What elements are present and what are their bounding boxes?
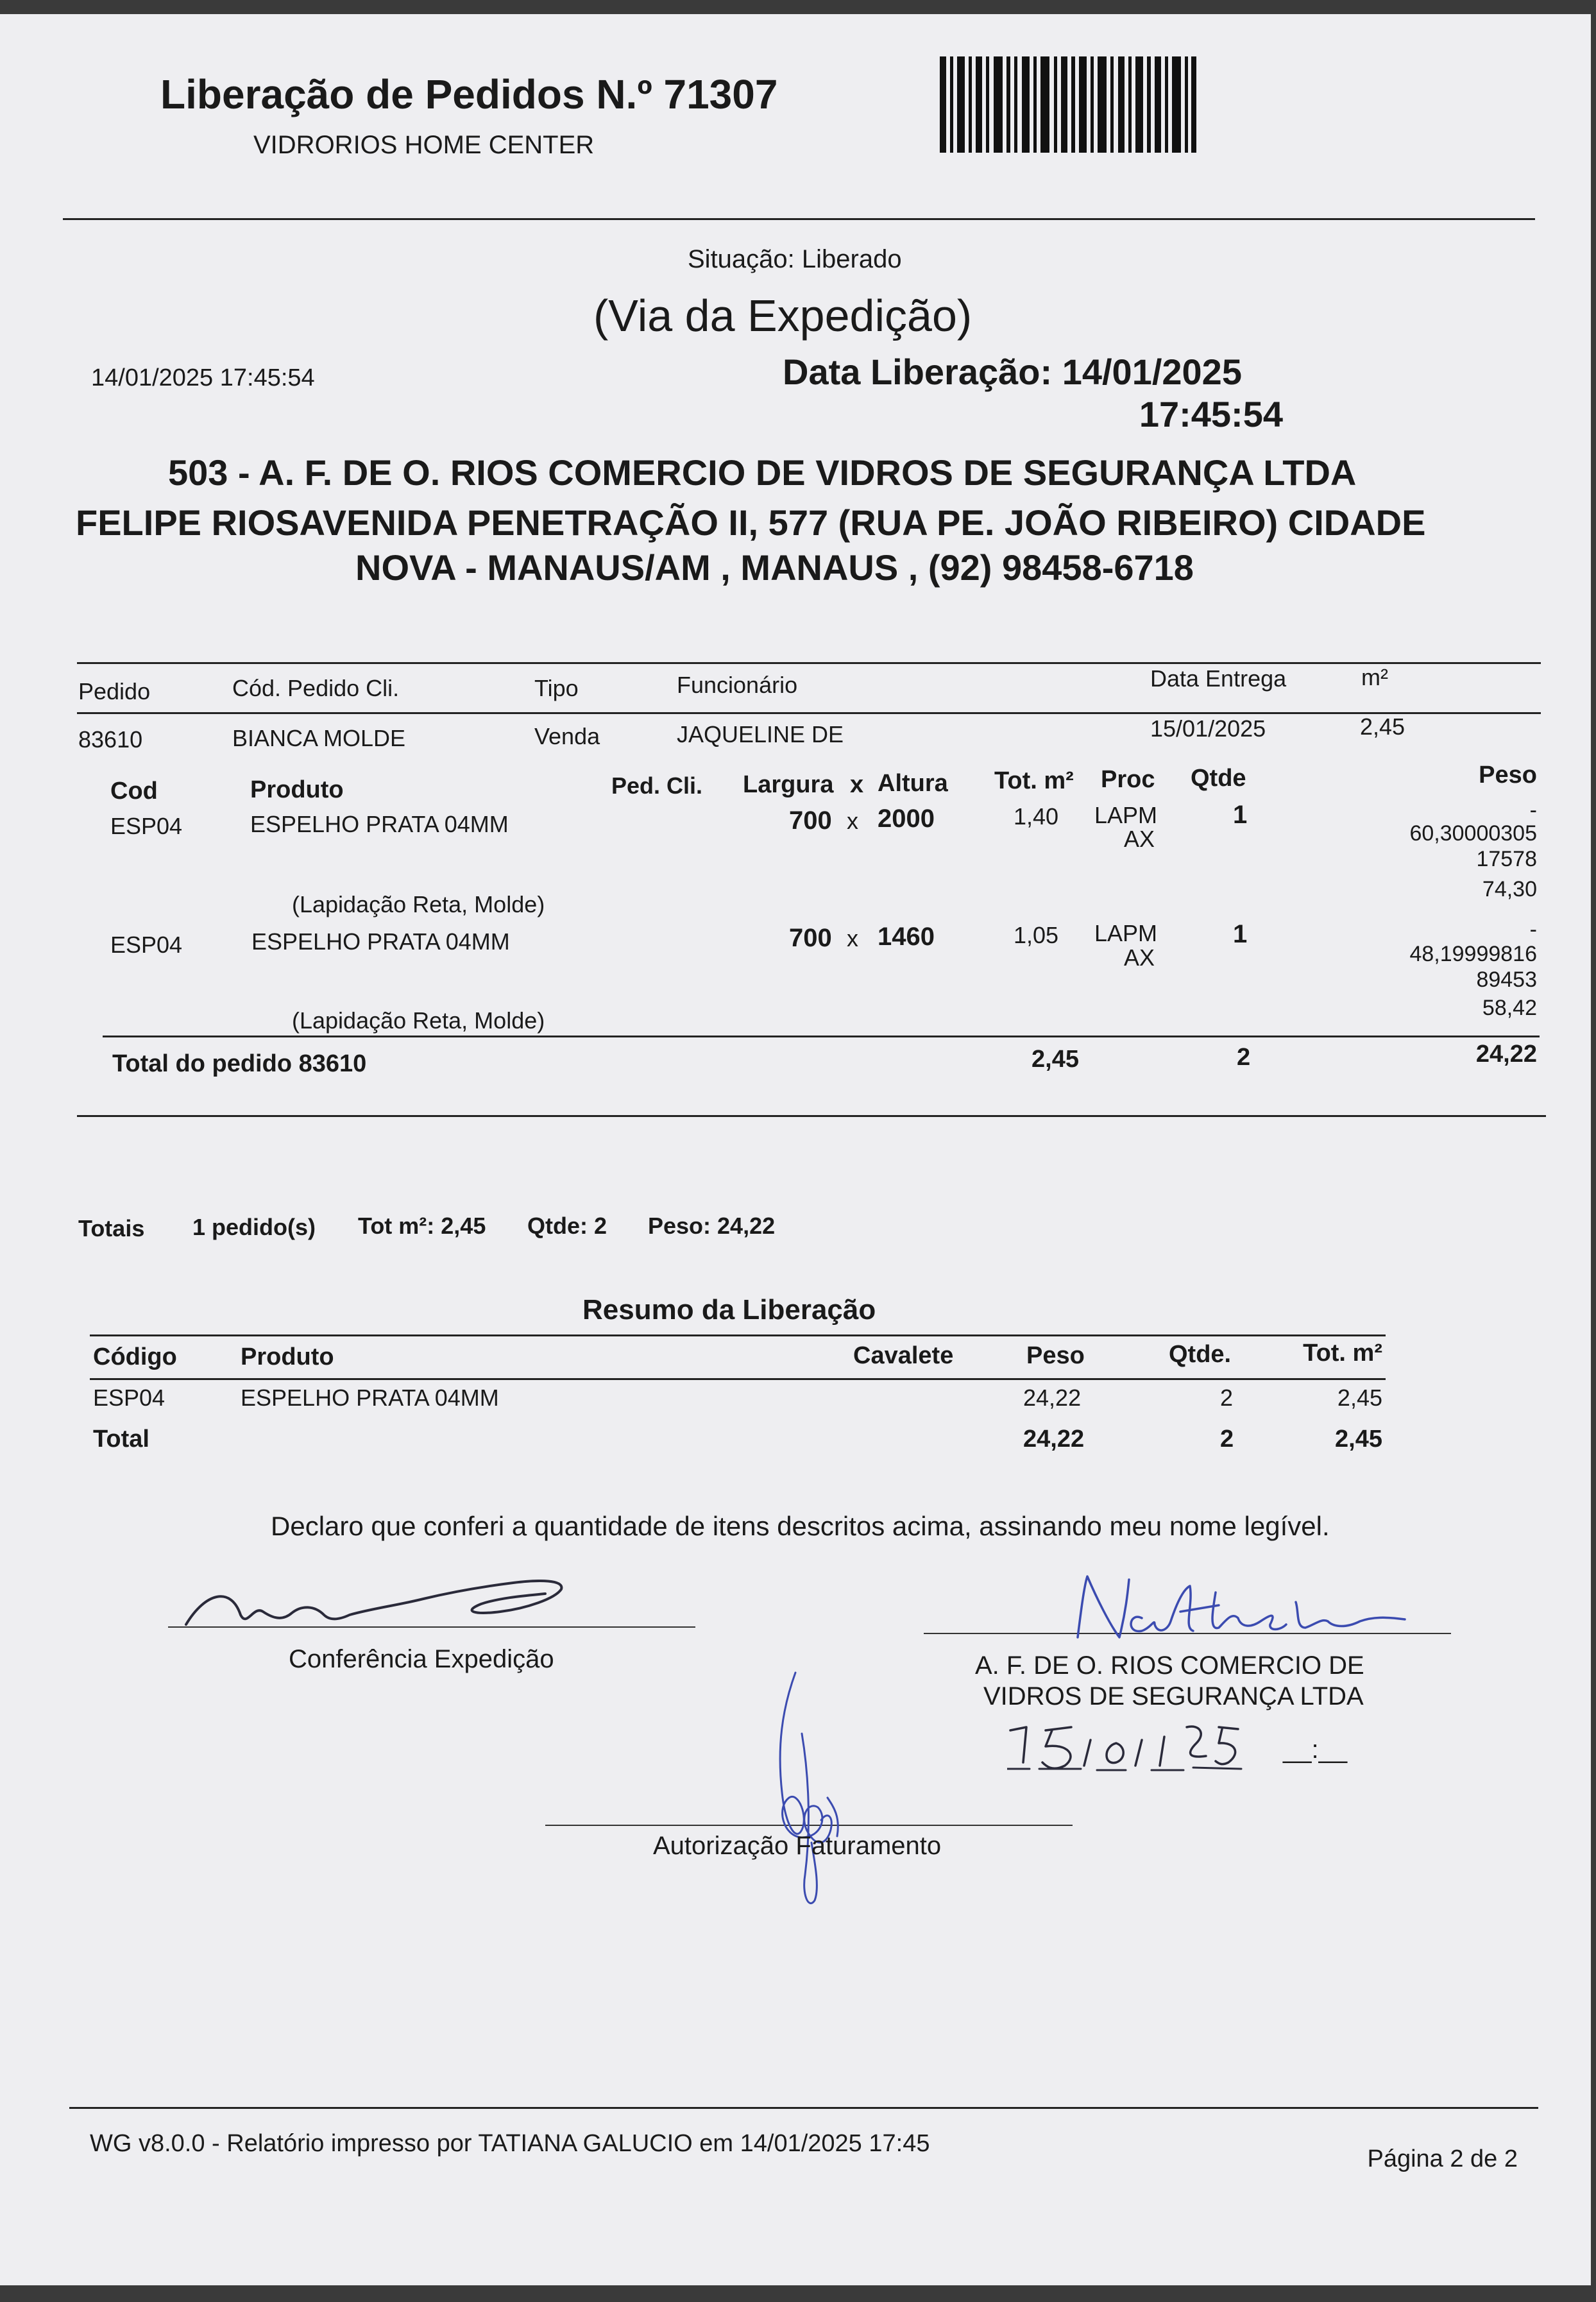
item-peso-dash: - xyxy=(1529,798,1537,823)
item-altura: 2000 xyxy=(878,805,935,833)
item-produto: ESPELHO PRATA 04MM xyxy=(251,928,510,955)
autorizacao-signature xyxy=(738,1669,866,1913)
item-produto: ESPELHO PRATA 04MM xyxy=(250,811,509,837)
customer-address-line2: NOVA - MANAUS/AM , MANAUS , (92) 98458-6718 xyxy=(355,547,1194,588)
company-label-line1: A. F. DE O. RIOS COMERCIO DE xyxy=(975,1651,1364,1680)
summary-total-label: Total xyxy=(93,1426,149,1453)
release-time: 17:45:54 xyxy=(1139,394,1283,434)
item-peso: 58,42 xyxy=(1482,996,1537,1020)
item-tot-m2: 1,05 xyxy=(1014,922,1059,948)
document-title: Liberação de Pedidos N.º 71307 xyxy=(160,71,778,117)
totals-peso: Peso: 24,22 xyxy=(648,1213,776,1239)
item-proc: LAPM xyxy=(1094,920,1158,946)
company-name: VIDRORIOS HOME CENTER xyxy=(253,131,595,159)
item-note: (Lapidação Reta, Molde) xyxy=(292,1007,545,1034)
summary-header-tot-m2: Tot. m² xyxy=(1303,1340,1382,1367)
customer-address-line1: FELIPE RIOSAVENIDA PENETRAÇÃO II, 577 (RUA PE. JOÃO RIBEIRO) CIDADE xyxy=(76,502,1426,543)
footer-printed-by: WG v8.0.0 - Relatório impresso por TATIANA GALUCIO em 14/01/2025 17:45 xyxy=(90,2130,930,2157)
totals-label: Totais xyxy=(78,1215,145,1241)
summary-header-qtde: Qtde. xyxy=(1169,1341,1232,1368)
summary-header-cavalete: Cavalete xyxy=(853,1342,954,1369)
order-funcionario: JAQUELINE DE xyxy=(677,721,844,747)
summary-header-divider xyxy=(90,1378,1386,1380)
summary-codigo: ESP04 xyxy=(93,1385,166,1411)
summary-peso: 24,22 xyxy=(1023,1385,1082,1411)
item-cod: ESP04 xyxy=(110,932,183,958)
order-total-label: Total do pedido 83610 xyxy=(112,1050,367,1077)
release-date: Data Liberação: 14/01/2025 xyxy=(783,352,1242,392)
summary-qtde: 2 xyxy=(1220,1385,1234,1411)
order-total-divider xyxy=(103,1036,1540,1037)
item-header-largura: Largura xyxy=(743,771,834,798)
item-altura: 1460 xyxy=(878,923,935,951)
summary-title: Resumo da Liberação xyxy=(582,1294,876,1326)
item-peso-raw-cont: 89453 xyxy=(1476,968,1537,992)
order-total-qtde: 2 xyxy=(1237,1044,1251,1071)
order-table-top-border xyxy=(77,662,1541,664)
summary-header-peso: Peso xyxy=(1026,1342,1085,1369)
item-x: x xyxy=(847,925,858,951)
summary-header-codigo: Código xyxy=(93,1343,177,1370)
header-divider xyxy=(63,218,1535,220)
via-label: (Via da Expedição) xyxy=(593,291,972,341)
status-label: Situação: Liberado xyxy=(688,245,902,273)
item-note: (Lapidação Reta, Molde) xyxy=(292,891,545,917)
item-header-cod: Cod xyxy=(110,778,158,805)
col-header-m2: m² xyxy=(1361,664,1388,690)
item-largura: 700 xyxy=(789,806,832,835)
item-proc-ax: AX xyxy=(1124,944,1155,971)
col-header-cod-cli: Cód. Pedido Cli. xyxy=(232,675,400,701)
totals-qtde: Qtde: 2 xyxy=(527,1213,607,1239)
item-header-altura: Altura xyxy=(878,770,948,797)
totals-m2: Tot m²: 2,45 xyxy=(358,1213,486,1239)
item-qtde: 1 xyxy=(1233,920,1248,948)
item-peso: 74,30 xyxy=(1482,877,1537,901)
item-header-ped-cli: Ped. Cli. xyxy=(611,772,703,799)
col-header-data-entrega: Data Entrega xyxy=(1150,665,1287,692)
order-cod-cli: BIANCA MOLDE xyxy=(232,725,406,751)
totals-pedidos: 1 pedido(s) xyxy=(192,1214,316,1240)
item-header-tot-m2: Tot. m² xyxy=(994,767,1074,794)
order-m2: 2,45 xyxy=(1360,713,1405,740)
conferencia-signature xyxy=(180,1580,577,1637)
footer-page: Página 2 de 2 xyxy=(1367,2145,1518,2172)
summary-produto: ESPELHO PRATA 04MM xyxy=(241,1385,499,1411)
item-tot-m2: 1,40 xyxy=(1014,803,1059,830)
item-proc: LAPM xyxy=(1094,802,1158,828)
company-signature xyxy=(1065,1567,1411,1650)
handwritten-date xyxy=(1007,1724,1309,1782)
col-header-tipo: Tipo xyxy=(534,675,579,701)
footer-divider xyxy=(69,2107,1538,2109)
order-table-bottom-border xyxy=(77,1115,1546,1117)
summary-total-tot-m2: 2,45 xyxy=(1335,1426,1382,1453)
autorizacao-label: Autorização Faturamento xyxy=(653,1832,942,1860)
item-proc-ax: AX xyxy=(1124,826,1155,852)
item-peso-raw: 48,19999816 xyxy=(1409,942,1537,966)
item-header-proc: Proc xyxy=(1101,766,1155,793)
order-total-m2: 2,45 xyxy=(1031,1046,1079,1073)
item-largura: 700 xyxy=(789,924,832,952)
conferencia-label: Conferência Expedição xyxy=(289,1645,554,1673)
declaration-text: Declaro que conferi a quantidade de itens descritos acima, assinando meu nome legível. xyxy=(271,1511,1330,1541)
barcode-icon xyxy=(940,56,1196,153)
summary-top-border xyxy=(90,1334,1386,1336)
order-pedido: 83610 xyxy=(78,726,143,753)
item-cod: ESP04 xyxy=(110,813,183,839)
document-page xyxy=(0,14,1591,2285)
time-blank: __:__ xyxy=(1283,1735,1348,1764)
order-header-divider xyxy=(77,712,1541,714)
summary-total-peso: 24,22 xyxy=(1023,1426,1085,1453)
company-label-line2: VIDROS DE SEGURANÇA LTDA xyxy=(983,1682,1364,1710)
summary-total-qtde: 2 xyxy=(1220,1426,1234,1453)
item-header-qtde: Qtde xyxy=(1191,765,1246,792)
item-x: x xyxy=(847,808,858,834)
item-peso-raw-cont: 17578 xyxy=(1476,847,1537,871)
item-header-x: x xyxy=(850,771,864,798)
item-peso-raw: 60,30000305 xyxy=(1409,821,1537,846)
item-qtde: 1 xyxy=(1233,801,1248,829)
order-tipo: Venda xyxy=(534,723,600,749)
print-datetime: 14/01/2025 17:45:54 xyxy=(91,364,315,391)
customer-name: 503 - A. F. DE O. RIOS COMERCIO DE VIDROS DE SEGURANÇA LTDA xyxy=(168,452,1357,493)
summary-tot-m2: 2,45 xyxy=(1337,1385,1382,1411)
item-header-peso: Peso xyxy=(1479,762,1537,789)
order-total-peso: 24,22 xyxy=(1475,1041,1537,1068)
col-header-pedido: Pedido xyxy=(78,678,151,704)
col-header-funcionario: Funcionário xyxy=(677,672,798,698)
summary-header-produto: Produto xyxy=(241,1343,334,1370)
item-peso-dash: - xyxy=(1529,917,1537,942)
order-data-entrega: 15/01/2025 xyxy=(1150,715,1266,742)
item-header-produto: Produto xyxy=(250,776,344,803)
